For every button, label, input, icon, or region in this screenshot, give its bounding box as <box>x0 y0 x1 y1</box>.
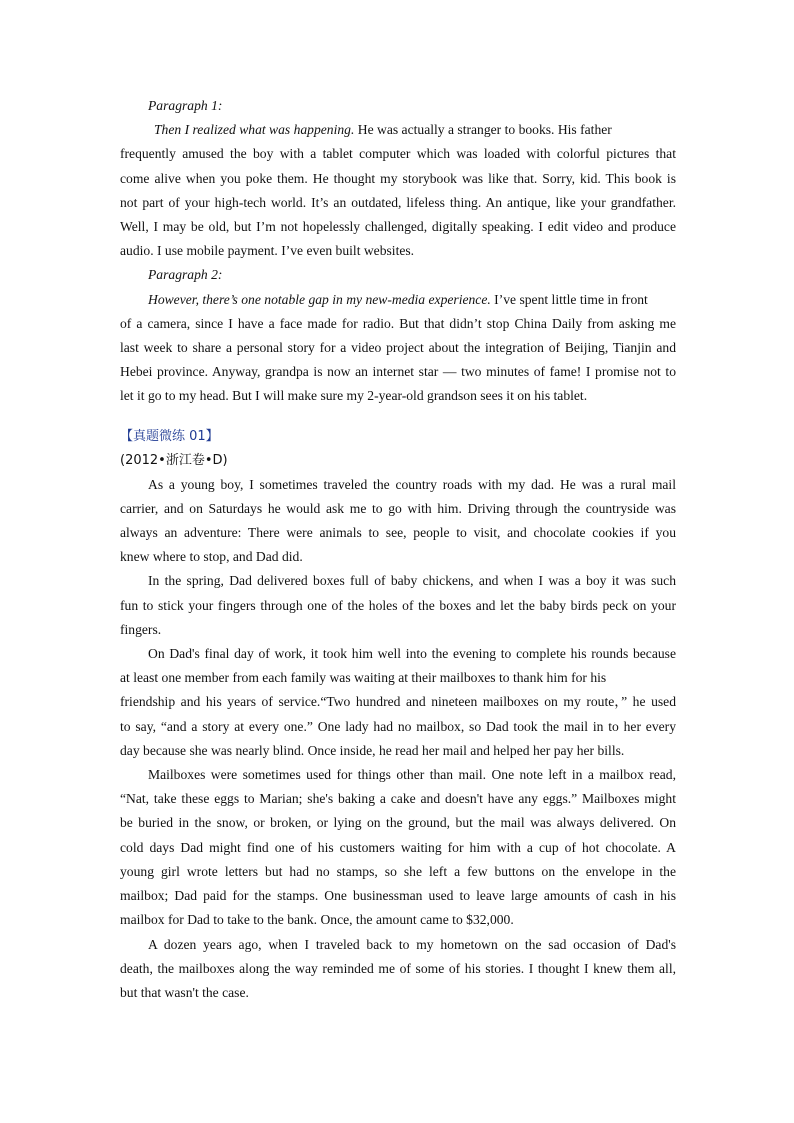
story-line: carrier, and on Saturdays he would ask me to go with him. Driving through the countryside was <box>120 500 676 516</box>
paragraph-1-first-line <box>120 118 676 142</box>
story-line: Mailboxes were sometimes used for things other than mail. One note left in a mailbox read, <box>148 767 676 783</box>
story-line: friendship and his years of service.“Two hundred and nineteen mailboxes on my route，” he used <box>120 694 676 710</box>
paragraph-2-lead-rest: I’ve spent little time in front <box>490 291 648 307</box>
story-line: young girl wrote letters but had no stamps, so she left a few buttons on the envelope in the <box>120 863 676 879</box>
story-last-line: but that wasn't the case. <box>120 984 249 1000</box>
paragraph-1-label: Paragraph 1: <box>148 98 223 113</box>
paragraph-1-last-line: audio. I use mobile payment. I’ve even built websites. <box>120 243 415 259</box>
paragraph-2-label: Paragraph 2: <box>148 267 223 283</box>
story-line: be buried in the snow, or broken, or lying on the ground, but the mail was always delivered. On <box>120 815 676 831</box>
story-paragraph <box>120 642 676 763</box>
story-line: cold days Dad might find one of his customers waiting for him with a cup of hot chocolate. A <box>120 839 676 855</box>
practice-source: (2012•浙江卷•D) <box>120 452 228 468</box>
paragraph-2-line: last week to share a personal story for a video project about the integration of Beijing, Tianjin and <box>120 340 676 356</box>
paragraph-2-last-line: let it go to my head. But I will make sure my 2-year-old grandson sees it on his tablet. <box>120 388 588 404</box>
paragraph-2-first-line <box>120 288 676 312</box>
story-last-line: knew where to stop, and Dad did. <box>120 549 303 565</box>
paragraph-2-line: Hebei province. Anyway, grandpa is now an internet star — two minutes of fame! I promise not to <box>120 364 676 380</box>
story-last-line: day because she was nearly blind. Once inside, he read her mail and helped her pay her bills. <box>120 742 625 758</box>
story-paragraph <box>120 473 676 570</box>
practice-title: 【真题微练 01】 <box>120 428 219 444</box>
story-last-line: mailbox for Dad to take to the bank. Once, the amount came to $32,000. <box>120 912 514 928</box>
paragraph-1-line: come alive when you poke them. He thought my storybook was like that. Sorry, kid. This book is <box>120 170 676 186</box>
story-last-line: fingers. <box>120 621 162 637</box>
document-page <box>120 94 676 1005</box>
paragraph-1-lead: Then I realized what was happening. <box>154 122 355 138</box>
story-paragraph <box>120 763 676 932</box>
paragraph-1-line: not part of your high-tech world. It’s an outdated, lifeless thing. An antique, like your grandfather. <box>120 194 676 210</box>
story-line: death, the mailboxes along the way reminded me of some of his stories. I thought I knew them all, <box>120 960 676 976</box>
story-line: As a young boy, I sometimes traveled the country roads with my dad. He was a rural mail <box>148 476 676 492</box>
story-line: mailbox; Dad paid for the stamps. One businessman used to leave large amounts of cash in his <box>120 888 676 904</box>
paragraph-1-line: frequently amused the boy with a tablet computer which was loaded with colorful pictures that <box>120 146 676 162</box>
story-line: always an adventure: There were animals to see, people to visit, and chocolate cookies if you <box>120 525 676 541</box>
paragraph-2-lead: However, there’s one notable gap in my new-media experience. <box>148 291 491 307</box>
paragraph-1-lead-rest: He was actually a stranger to books. His father <box>354 122 612 138</box>
story-line: A dozen years ago, when I traveled back to my hometown on the sad occasion of Dad's <box>148 936 676 952</box>
paragraph-1-line: Well, I may be old, but I’m not hopelessly challenged, digitally speaking. I edit video and produce <box>120 219 676 235</box>
story-line: fun to stick your fingers through one of the holes of the boxes and let the baby birds peck on your <box>120 597 676 613</box>
story-line: In the spring, Dad delivered boxes full of baby chickens, and when I was a boy it was such <box>148 573 676 589</box>
story-line: On Dad's final day of work, it took him well into the evening to complete his rounds because <box>148 646 676 662</box>
story-paragraph <box>120 569 676 642</box>
paragraph-2-line: of a camera, since I have a face made for radio. But that didn’t stop China Daily from asking me <box>120 315 676 331</box>
story-paragraph <box>120 933 676 1006</box>
story-line: to say, “and a story at every one.” One lady had no mailbox, so Dad took the mail in to her every <box>120 718 676 734</box>
story-line: “Nat, take these eggs to Marian; she's baking a cake and doesn't have any eggs.” Mailboxes might <box>120 791 676 807</box>
story-line: at least one member from each family was waiting at their mailboxes to thank him for his <box>120 670 607 686</box>
